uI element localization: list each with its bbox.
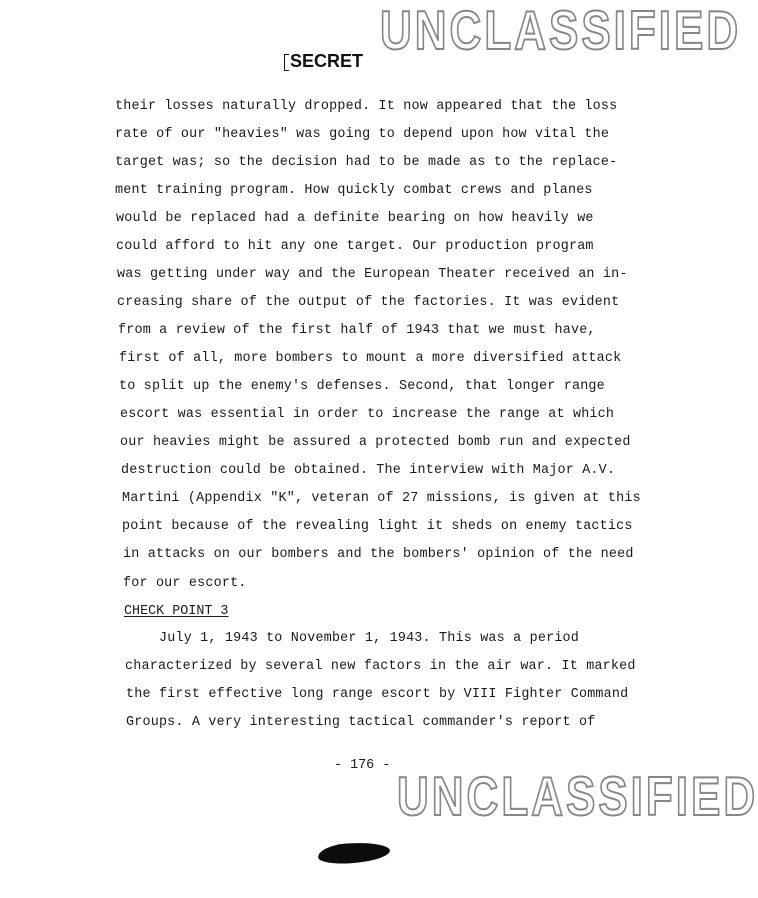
text-line: could afford to hit any one target. Our production program [116, 239, 594, 254]
text-line: would be replaced had a definite bearing on how heavily we [116, 211, 594, 226]
section-heading: CHECK POINT 3 [124, 604, 229, 619]
text-line: destruction could be obtained. The interview with Major A.V. [121, 463, 616, 478]
text-line: ment training program. How quickly combat crews and planes [115, 183, 593, 198]
text-line: to split up the enemy's defenses. Second, that longer range [119, 379, 605, 394]
text-line: for our escort. [123, 576, 247, 591]
text-line: from a review of the first half of 1943 that we must have, [118, 323, 596, 338]
text-line: first of all, more bombers to mount a more diversified attack [119, 351, 622, 366]
text-line: target was; so the decision had to be made as to the replace- [115, 155, 618, 170]
text-line: the first effective long range escort by VIII Fighter Command [126, 687, 629, 702]
text-line: Groups. A very interesting tactical commander's report of [126, 715, 596, 730]
text-line: was getting under way and the European Theater received an in- [117, 267, 628, 282]
text-line: their losses naturally dropped. It now appeared that the loss [115, 99, 618, 114]
unclassified-stamp-bottom: UNCLASSIFIED [397, 766, 758, 828]
text-line: our heavies might be assured a protected bomb run and expected [120, 435, 631, 450]
ink-blot [317, 841, 390, 866]
text-line: escort was essential in order to increase the range at which [120, 407, 615, 422]
text-line: Martini (Appendix "K", veteran of 27 missions, is given at this [122, 491, 641, 506]
text-line: July 1, 1943 to November 1, 1943. This was a period [159, 631, 580, 646]
text-line: in attacks on our bombers and the bombers' opinion of the need [123, 547, 634, 562]
text-line: rate of our "heavies" was going to depend upon how vital the [115, 127, 610, 142]
text-line: creasing share of the output of the factories. It was evident [117, 295, 620, 310]
unclassified-stamp-top: UNCLASSIFIED [380, 0, 742, 62]
text-line: characterized by several new factors in the air war. It marked [125, 659, 636, 674]
page-number: - 176 - [334, 758, 391, 773]
secret-classification-mark: SECRET [290, 51, 364, 71]
text-line: point because of the revealing light it sheds on enemy tactics [122, 519, 633, 534]
